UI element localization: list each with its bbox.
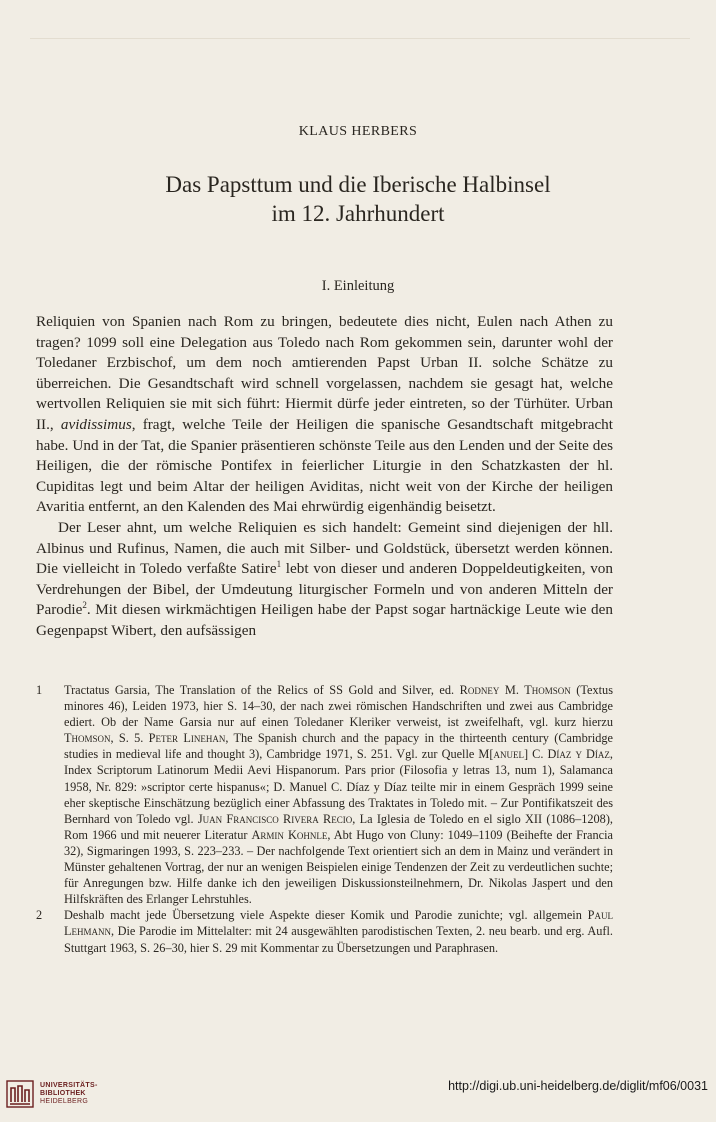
italic-term: avidissimus [60, 415, 132, 433]
library-logo[interactable] [6, 1080, 98, 1108]
footnote-2: 2 Deshalb macht jede Übersetzung viele Aspekte dieser Komik und Parodie zunichte; vgl. allgemein Paul Lehmann, Die Parodie im Mittelalter: mit 24 ausgewählten parodistischen Texten, 2. neu bearb. und erg. Aufl. Stuttgart 1963, S. 26–30, hier S. 29 mit Kommentar zu Übersetzungen und Paraphrasen. [36, 908, 613, 955]
footnote-ref-1[interactable]: 1 [276, 559, 282, 570]
footnote-number: 2 [36, 908, 43, 923]
footnote-number: 1 [36, 683, 43, 697]
footnote-ref-2[interactable]: 2 [82, 600, 87, 611]
body-text [36, 312, 613, 642]
article-title [60, 170, 656, 228]
paragraph-1: Reliquien von Spanien nach Rom zu bringen, bedeutete dies nicht, Eulen nach Athen zu tragen? 1099 soll eine Delegation aus Toledo nach Rom gekommen sein, darunter wohl der Toledaner Erzbischof, um dem noch amtierenden Papst Urban II. solche Schätze zu überreichen. Die Gesandtschaft wird schnell vorgelassen, nachdem sie gesagt hat, welche wertvollen Reliquien sie mit sich führt: Hiermit dürfe jeder eintreten, so der Türhüter. Urban II., avidissimus, fragt, welche Teile der Heiligen die spanische Gesandtschaft mitgebracht habe. Und in der Tat, die Spanier präsentieren schönste Teile aus den Lenden und der Seite des Heiligen, die der römische Pontifex in feierlicher Liturgie in den Schatzkasten der hl. Cupiditas legt und beim Altar der heiligen Aviditas, nicht weit von der Kirche der heiligen Avaritia entfernt, an den Kalenden des Mai ehrwürdig eigenhändig beisetzt. [36, 313, 613, 516]
library-name: UNIVERSITÄTS- BIBLIOTHEK HEIDELBERG [40, 1082, 98, 1105]
title-line-1: Das Papsttum und die Iberische Halbinsel [165, 172, 551, 197]
bleed-through-line [30, 38, 690, 39]
title-line-2: im 12. Jahrhundert [271, 201, 445, 226]
author-name: KLAUS HERBERS [298, 124, 418, 139]
section-heading: I. Einleitung [321, 278, 395, 294]
paragraph-2: Der Leser ahnt, um welche Reliquien es sich handelt: Gemeint sind diejenigen der hll. Albinus und Rufinus, Namen, die auch mit Silber- und Goldstück, übersetzt werden können. Die vielleicht in Toledo verfaßte Satire$^1$ lebt von dieser und anderen Doppeldeutigkeiten, von Verdrehungen der Bibel, der Umdeutung liturgischer Formeln und von anderen Mitteln der Parodie$^2$. Mit diesen wirkmächtigen Heiligen habe der Papst sogar hartnäckige Leute wie den Gegenpapst Wibert, den aufsässigen [36, 518, 613, 639]
source-url-link[interactable]: http://digi.ub.uni-heidelberg.de/diglit/mf06/0031 [448, 1079, 708, 1093]
footnote-1: 1 Tractatus Garsia, The Translation of the Relics of SS Gold and Silver, ed. Rodney M. Thomson (Textus minores 46), Leiden 1973, hier S. 14–30, der nach zwei römischen Handschriften und zwei aus Cambridge ediert. Ob der Name Garsia nur auf einen Toledaner Kleriker verweist, ist zweifelhaft, vgl. kurz hierzu Thomson, S. 5. Peter Linehan, The Spanish church and the papacy in the thirteenth century (Cambridge studies in medieval life and thought 3), Cambridge 1971, S. 251. Vgl. zur Quelle M[anuel] C. Díaz y Díaz, Index Scriptorum Latinorum Medii Aevi Hispanorum. Pars prior (Filosofia y letras 13, num 1), Salamanca 1958, Nr. 829: »scriptor certe hispanus«; D. Manuel C. Díaz y Díaz teilte mir in einem Gespräch 1999 seine eher skeptische Einschätzung bezüglich einer Abfassung des Traktates in Toledo mit. – Zur Pontifikatszeit des Bernhard von Toledo vgl. Juan Francisco Rivera Recio, La Iglesia de Toledo en el siglo XII (1086–1208), Rom 1966 und mit neuerer Literatur Armin Kohnle, Abt Hugo von Cluny: 1049–1109 (Beihefte der Francia 32), Sigmaringen 1993, S. 223–233. – Der nachfolgende Text orientiert sich an dem in Mainz und verändert in Münster gehaltenen Vortrag, der nur an wenigen Beispielen einige Tendenzen der Zeit zu verdeutlichen suchte; für Anregungen bzw. Hilfe danke ich den jeweiligen Diskussionsteilnehmern, Dr. Nikolas Jaspert und den Hilfskräften des Erlanger Lehrstuhles. [36, 683, 613, 907]
library-crest-icon [6, 1080, 34, 1108]
footnotes [36, 682, 613, 956]
